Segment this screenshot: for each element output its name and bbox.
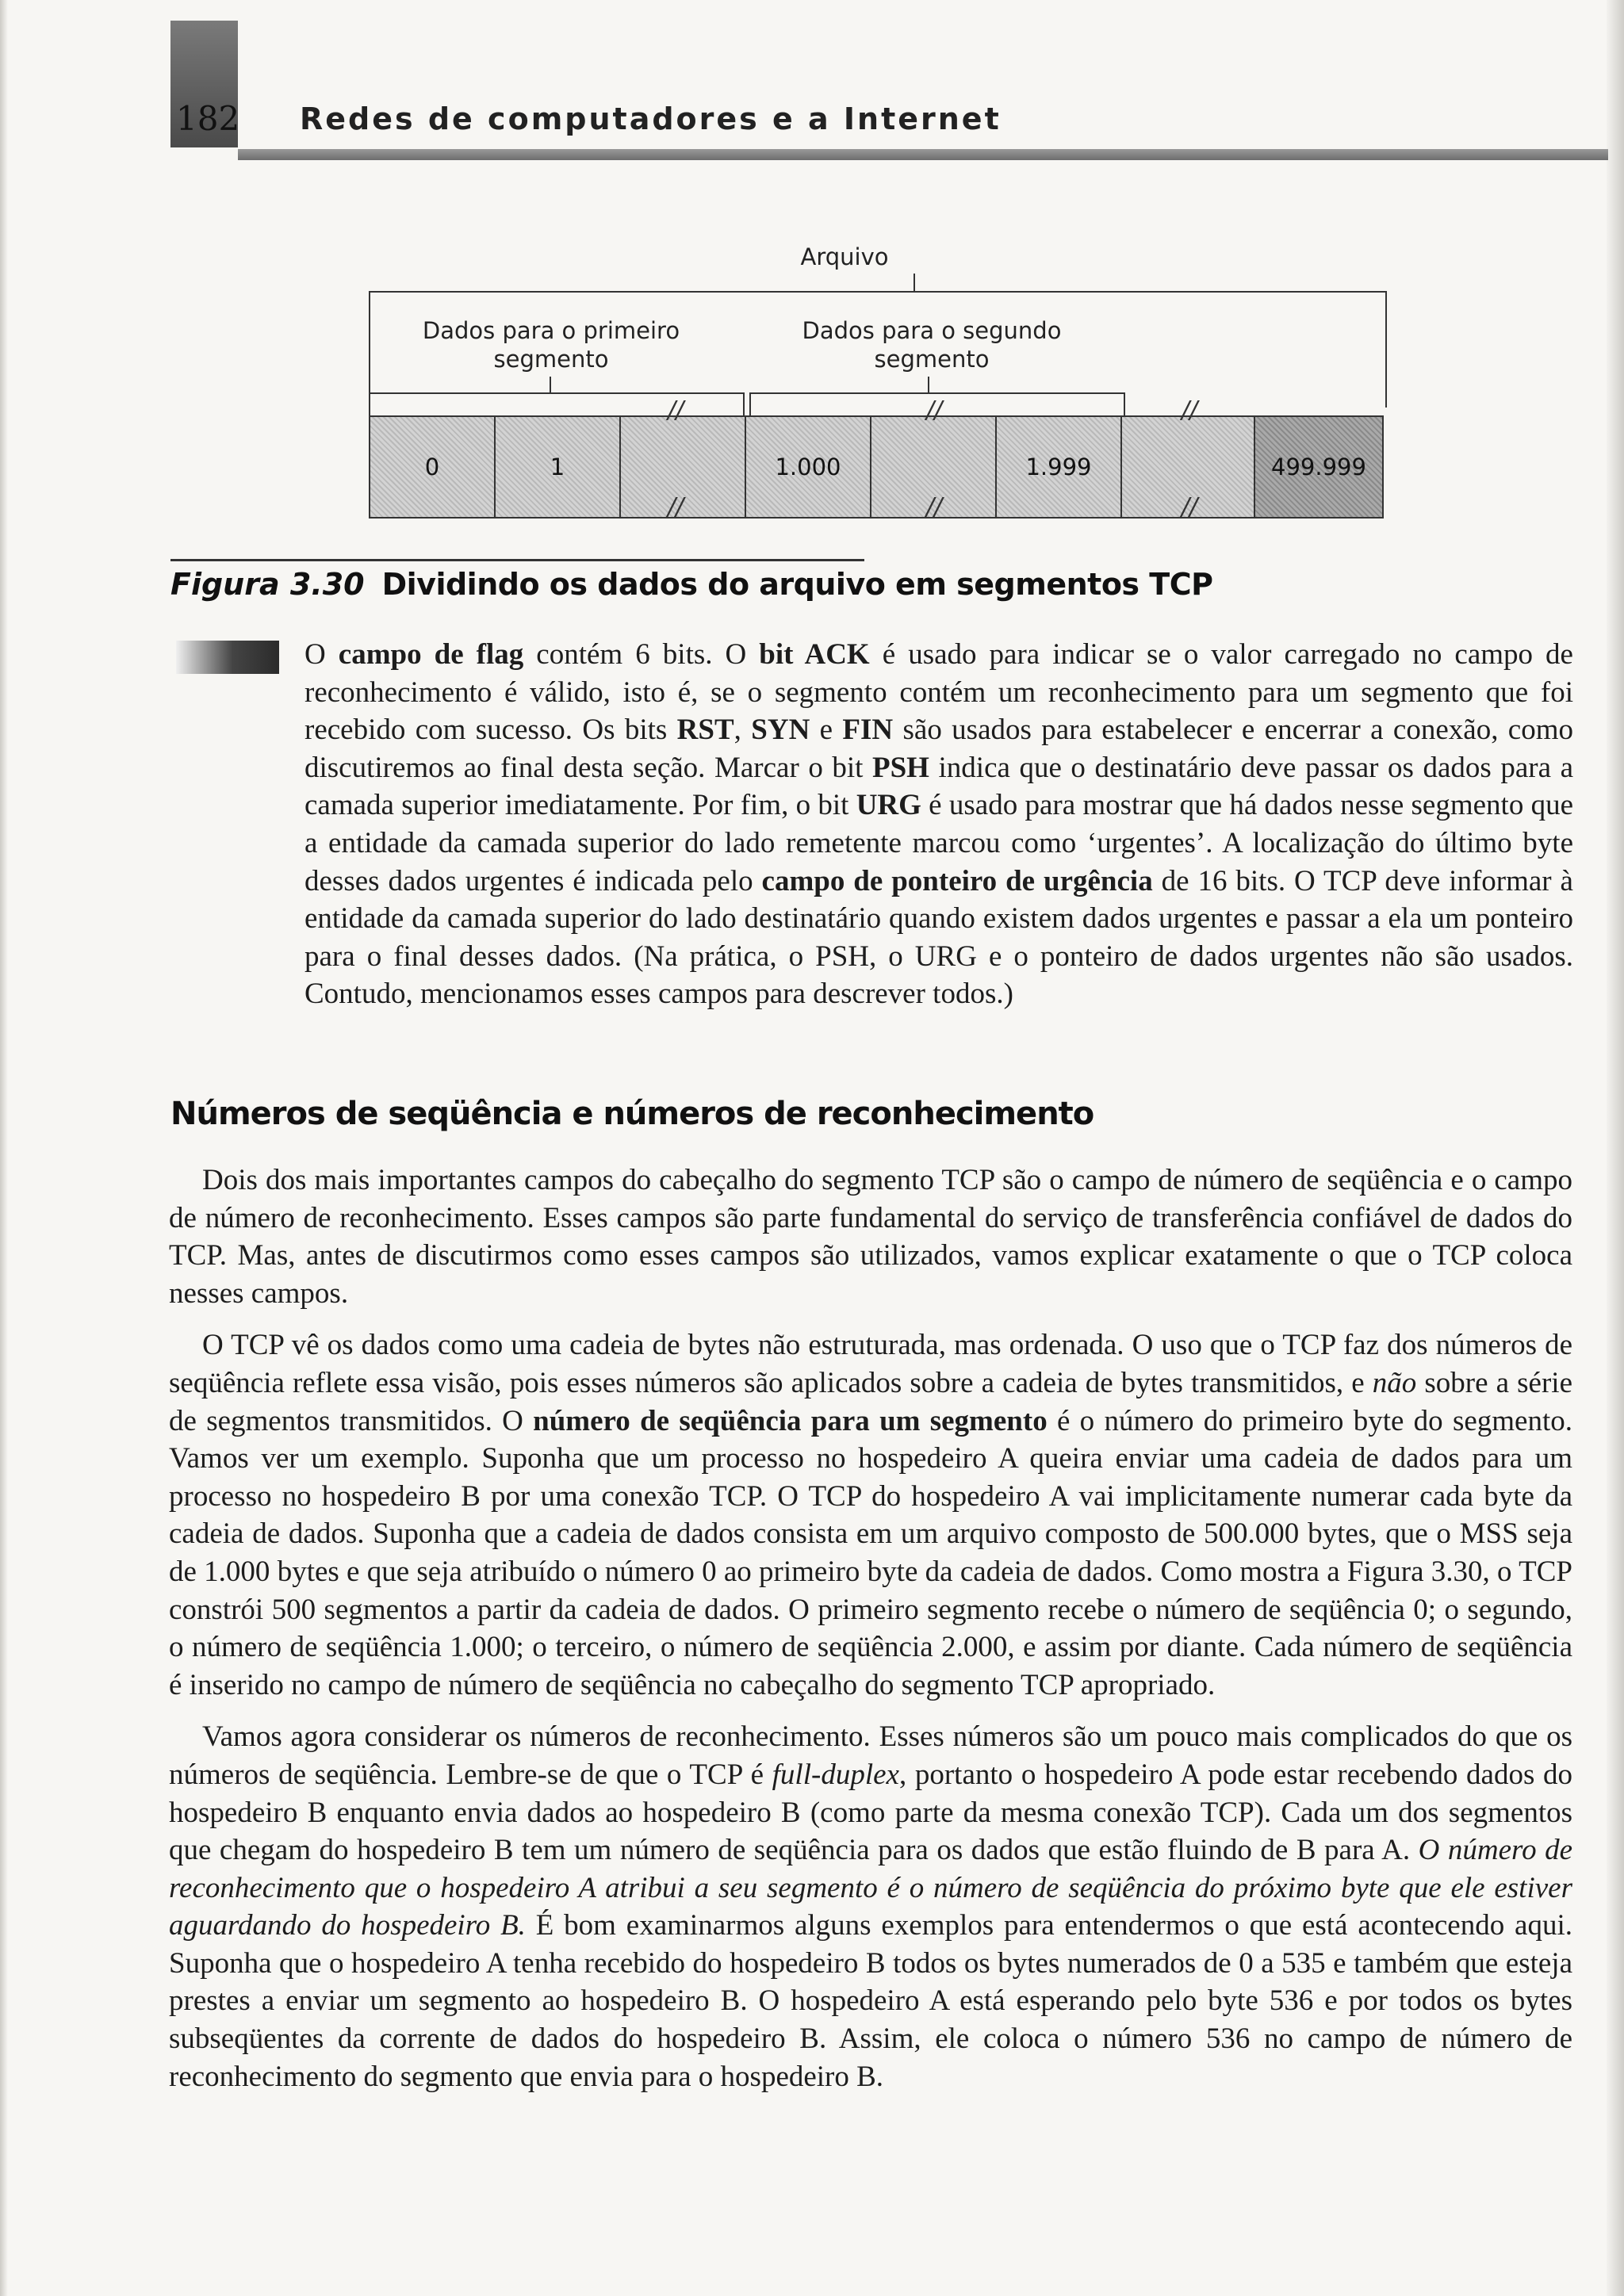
bold-term: campo de flag [338,638,524,671]
paragraph-sequence [169,1326,1572,1704]
segment1-bracket [369,392,745,417]
page-number: 182 [176,99,240,138]
paragraph-ack [169,1718,1572,2095]
text-run: de 16 bits. O TCP deve informar à entidade da camada superior do lado destinatário quando existem dados urgentes e passar a ela um ponteiro para o final desses dados. (Na prática, o PSH, o URG e o ponteiro de dados urgentes não são usados. Contudo, mencionamos esses campos para descrever todos.) [304,864,1573,1011]
file-connector [914,274,915,291]
byte-cell [995,415,1122,519]
text-run: O [304,638,339,671]
break-mark: // [926,396,943,424]
break-mark: // [1182,493,1198,521]
byte-label: 1 [550,453,565,480]
byte-cell [1254,415,1384,519]
bold-term: campo de ponteiro de urgência [761,864,1153,897]
break-mark: // [668,493,684,521]
italic-text: O número de reconhecimento que o hospedeiro A atribui a seu segmento é o número de seqüência do próximo byte que ele estiver aguardando do hospedeiro B. [169,1834,1573,1942]
paragraph-marker [176,641,279,674]
paragraph-flags [304,636,1573,1013]
text-run: e [810,714,843,747]
figure-label-file: Arquivo [800,243,889,270]
text-run: é usado para mostrar que há dados nesse segmento que a entidade da camada superior do lado remetente marcou como ‘urgentes’. A localização do último byte desses dados urgentes é indicada pelo [304,789,1574,897]
bold-term: RST [676,714,734,747]
figure-caption [170,567,1212,602]
bold-term: SYN [751,714,810,747]
segment2-label-line2: segmento [874,346,990,373]
figure-number: Figura 3.30 [170,567,365,602]
section-heading: Números de seqüência e números de reconhecimento [170,1096,1094,1132]
byte-cell [745,415,871,519]
caption-rule [170,559,864,561]
figure-title: Dividindo os dados do arquivo em segmentos TCP [381,567,1213,602]
bold-term: FIN [842,714,894,747]
bold-term: bit ACK [759,638,870,671]
segment1-label-line2: segmento [493,346,609,373]
byte-cell [494,415,621,519]
bold-term: URG [856,789,921,822]
text-run: indica que o destinatário deve passar os dados para a camada superior imediatamente. Por fim, o bit [304,751,1573,822]
bold-term: número de seqüência para um segmento [533,1404,1048,1437]
text-run: Vamos agora considerar os números de reconhecimento. Esses números são um pouco mais complicados do que os números de seqüência. Lembre-se de que o TCP é [169,1720,1572,1791]
text-run: O TCP vê os dados como uma cadeia de bytes não estruturada, mas ordenada. O uso que o TCP faz dos números de seqüência reflete essa visão, pois esses números são aplicados sobre a cadeia de bytes transmitidos, e [169,1329,1572,1399]
byte-label: 1.999 [1025,453,1092,480]
italic-text: não [1372,1366,1417,1399]
text-run: , [733,714,752,747]
segment2-connector [928,377,929,392]
byte-label: 0 [424,453,440,480]
text-run: contém 6 bits. O [523,638,760,671]
text-run: sobre a série de segmentos transmitidos. O [169,1366,1572,1437]
break-mark: // [926,493,943,521]
text-run: É bom examinarmos alguns exemplos para entendermos o que está acontecendo aqui. Suponha que o hospedeiro A tenha recebido do hospedeiro B todos os bytes numerados de 0 a 535 e também que esteja prestes a enviar um segmento ao hospedeiro B. O hospedeiro A está esperando pelo byte 536 e por todos os bytes subseqüentes da corrente de dados do hospedeiro B. Assim, ele coloca o número 536 no campo de número de reconhecimento do segmento que envia para o hospedeiro B. [169,1909,1572,2093]
text-run: , portanto o hospedeiro A pode estar recebendo dados do hospedeiro B enquanto envia dados ao hospedeiro B (como parte da mesma conexão TCP). Cada um dos segmentos que chegam do hospedeiro B tem um número de seqüência para os dados que estão fluindo de B para A. [169,1758,1572,1867]
segment1-connector [550,377,551,392]
italic-text: full-duplex [772,1758,899,1791]
segment1-label-line1: Dados para o primeiro [422,317,680,344]
segment2-label-line1: Dados para o segundo [802,317,1062,344]
byte-label: 499.999 [1271,453,1366,480]
bold-term: PSH [872,751,929,784]
byte-cell [369,415,496,519]
break-mark: // [1182,396,1198,424]
running-title: Redes de computadores e a Internet [300,101,1002,136]
section-body [169,1161,1572,2095]
paragraph-intro [169,1161,1572,1312]
byte-label: 1.000 [775,453,841,480]
text-run: é usado para indicar se o valor carregado no campo de reconhecimento é válido, isto é, se o segmento contém um reconhecimento para um segmento que foi recebido com sucesso. Os bits [304,638,1573,747]
text-run: Dois dos mais importantes campos do cabeçalho do segmento TCP são o campo de número de seqüência e o campo de número de reconhecimento. Esses campos são parte fundamental do serviço de transferência confiável de dados do TCP. Mas, antes de discutirmos como esses campos são utilizados, vamos explicar exatamente o que o TCP coloca nesses campos. [169,1164,1572,1310]
paragraph-flags-block [304,636,1573,1013]
text-run: é o número do primeiro byte do segmento. Vamos ver um exemplo. Suponha que um processo no hospedeiro A queira enviar uma cadeia de dados para um processo no hospedeiro B por uma conexão TCP. O TCP do hospedeiro A vai implicitamente numerar cada byte da cadeia de dados. Suponha que a cadeia de dados consista em um arquivo composto de 500.000 bytes, que o MSS seja de 1.000 bytes e que seja atribuído o número 0 ao primeiro byte da cadeia de dados. Como mostra a Figura 3.30, o TCP constrói 500 segmentos a partir da cadeia de dados. O primeiro segmento recebe o número de seqüência 0; o segundo, o número de seqüência 1.000; o terceiro, o número de seqüência 2.000, e assim por diante. Cada número de seqüência é inserido no campo de número de seqüência no cabeçalho do segmento TCP apropriado. [169,1404,1572,1701]
figure-3-30 [0,0,1624,603]
text-run: são usados para estabelecer e encerrar a conexão, como discutiremos ao final desta seção. Marcar o bit [304,714,1573,784]
break-mark: // [668,396,684,424]
